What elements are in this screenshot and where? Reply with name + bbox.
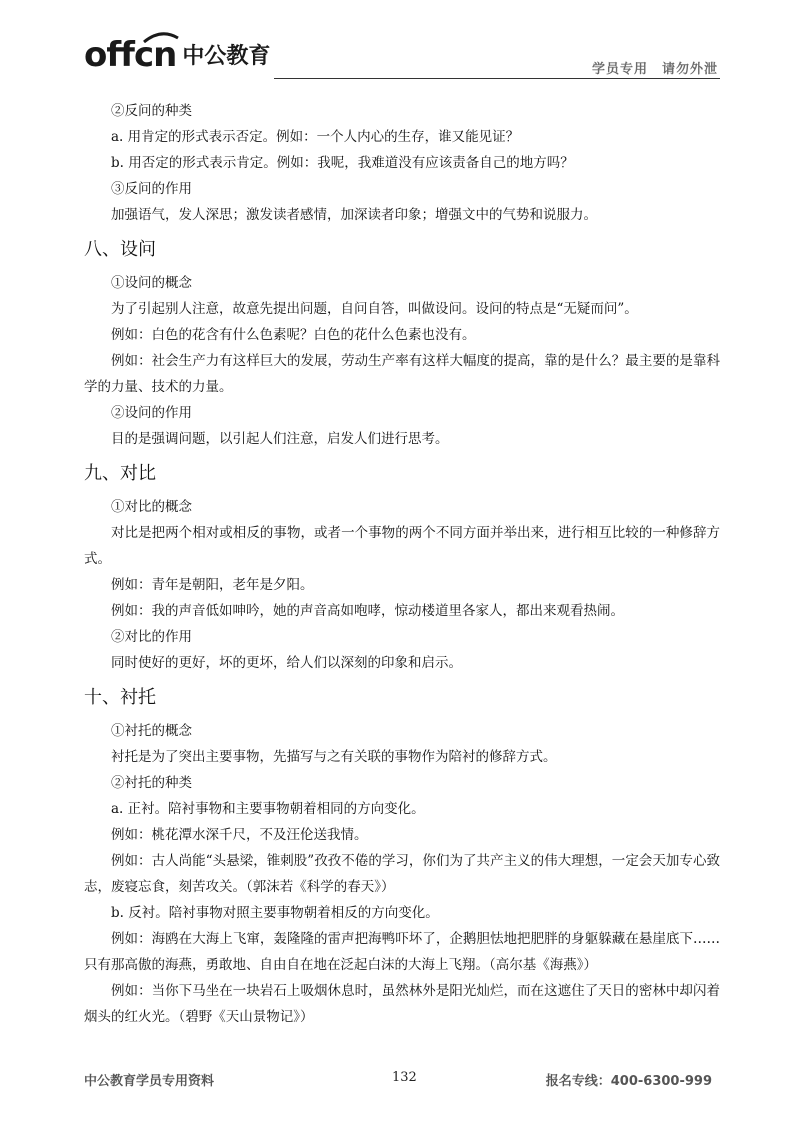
paragraph: 例如：我的声音低如呻吟，她的声音高如咆哮，惊动楼道里各家人，都出来观看热闹。	[111, 603, 624, 619]
paragraph: 同时使好的更好，坏的更坏，给人们以深刻的印象和启示。	[111, 655, 462, 671]
paragraph: 例如：桃花潭水深千尺，不及汪伦送我情。	[111, 827, 368, 843]
paragraph: ②设问的作用	[111, 405, 192, 421]
page-header	[84, 36, 720, 80]
paragraph: 例如：白色的花含有什么色素呢？白色的花什么色素也没有。	[111, 327, 476, 343]
paragraph: 为了引起别人注意，故意先提出问题，自问自答，叫做设问。设问的特点是“无疑而问”。	[111, 301, 638, 317]
footer-material-label: 中公教育学员专用资料	[84, 1074, 215, 1089]
logo-wordmark: offcn	[84, 35, 177, 75]
header-rule	[274, 78, 720, 79]
paragraph: ①衬托的概念	[111, 723, 192, 739]
paragraph: ①设问的概念	[111, 275, 192, 291]
section-heading: 八、设问	[84, 239, 156, 260]
paragraph: 例如：青年是朝阳，老年是夕阳。	[111, 577, 314, 593]
paragraph: 例如：当你下马坐在一块岩石上吸烟休息时，虽然林外是阳光灿烂，而在这遮住了天日的密林中却闪着烟头的红火光。（碧野《天山景物记》）	[84, 983, 720, 1025]
section-heading: 九、对比	[84, 463, 156, 484]
paragraph: b. 反衬。陪衬事物对照主要事物朝着相反的方向变化。	[111, 905, 439, 921]
paragraph: 对比是把两个相对或相反的事物，或者一个事物的两个不同方面并举出来，进行相互比较的一种修辞方式。	[84, 525, 720, 567]
paragraph: ③反问的作用	[111, 181, 192, 197]
header-confidential-note: 学员专用 请勿外泄	[591, 62, 718, 77]
footer-hotline: 报名专线：400-6300-999	[545, 1074, 712, 1089]
paragraph: a. 用肯定的形式表示否定。例如：一个人内心的生存，谁又能见证？	[111, 129, 520, 145]
section-heading: 十、衬托	[84, 687, 156, 708]
paragraph: ②衬托的种类	[111, 775, 192, 791]
paragraph: 例如：海鸥在大海上飞窜，轰隆隆的雷声把海鸭吓坏了，企鹅胆怯地把肥胖的身躯躲藏在悬崖底下……只有那高傲的海燕，勇敢地、自由自在地在泛起白沫的大海上飞翔。（高尔基《海燕》）	[84, 931, 720, 973]
paragraph: ①对比的概念	[111, 499, 192, 515]
page-number: 132	[392, 1070, 417, 1085]
paragraph: 例如：古人尚能“头悬梁，锥刺股”孜孜不倦的学习，你们为了共产主义的伟大理想，一定会天加专心致志，废寝忘食，刻苦攻关。（郭沫若《科学的春天》）	[84, 853, 720, 895]
paragraph: 衬托是为了突出主要事物，先描写与之有关联的事物作为陪衬的修辞方式。	[111, 749, 557, 765]
paragraph: ②对比的作用	[111, 629, 192, 645]
paragraph: 加强语气，发人深思；激发读者感情，加深读者印象；增强文中的气势和说服力。	[111, 207, 597, 223]
page-footer	[84, 1070, 720, 1092]
paragraph: ②反问的种类	[111, 103, 192, 119]
paragraph: 例如：社会生产力有这样巨大的发展，劳动生产率有这样大幅度的提高，靠的是什么？最主要的是靠科学的力量、技术的力量。	[84, 353, 720, 395]
logo-arc-icon	[142, 30, 180, 44]
paragraph: 目的是强调问题，以引起人们注意，启发人们进行思考。	[111, 431, 449, 447]
logo-chinese-name: 中公教育	[182, 44, 271, 69]
paragraph: a. 正衬。陪衬事物和主要事物朝着相同的方向变化。	[111, 801, 425, 817]
paragraph: b. 用否定的形式表示肯定。例如：我呢，我难道没有应该责备自己的地方吗？	[111, 155, 574, 171]
document-body	[84, 98, 720, 1030]
